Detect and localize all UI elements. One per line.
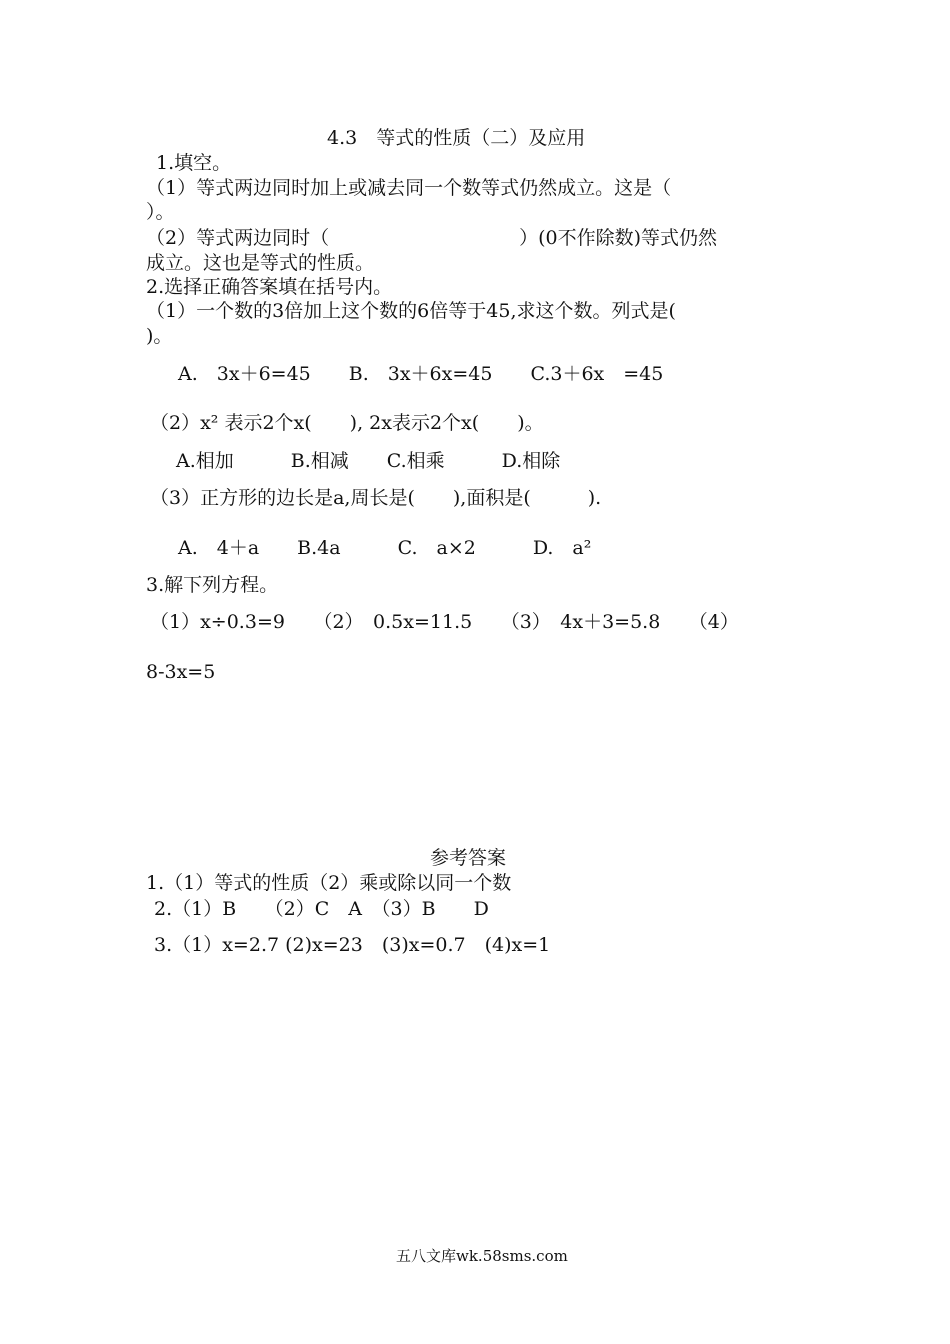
q2-part2-line: （2）x² 表示2个x( ), 2x表示2个x( )。 xyxy=(150,412,544,434)
answers-heading: 参考答案 xyxy=(430,847,507,869)
q1-part1-line1: （1）等式两边同时加上或减去同一个数等式仍然成立。这是（ xyxy=(146,177,672,199)
q1-part1-line2: ）。 xyxy=(146,201,175,223)
q2-part1-line1: （1）一个数的3倍加上这个数的6倍等于45,求这个数。列式是( xyxy=(146,300,676,322)
q1-part2-line2: 成立。这也是等式的性质。 xyxy=(146,252,375,274)
q2-part3-line: （3）正方形的边长是a,周长是( ),面积是( ). xyxy=(150,487,602,509)
answer-1: 1.（1）等式的性质（2）乘或除以同一个数 xyxy=(146,872,512,894)
answer-3: 3.（1）x=2.7 (2)x=23 (3)x=0.7 (4)x=1 xyxy=(154,934,551,956)
answer-2: 2.（1）B （2）C A （3）B D xyxy=(154,898,489,920)
q3-line2: 8-3x=5 xyxy=(146,661,216,683)
q3-heading: 3.解下列方程。 xyxy=(146,574,279,596)
q2-part3-options: A. 4＋a B.4a C. a×2 D. a² xyxy=(178,537,592,559)
q2-part1-options: A. 3x＋6=45 B. 3x＋6x=45 C.3＋6x =45 xyxy=(178,363,664,385)
q2-part2-options: A.相加 B.相减 C.相乘 D.相除 xyxy=(176,450,561,472)
q1-part2-line1: （2）等式两边同时（ ）(0不作除数)等式仍然 xyxy=(146,227,718,249)
footer-watermark: 五八文库wk.58sms.com xyxy=(396,1247,568,1265)
q2-heading: 2.选择正确答案填在括号内。 xyxy=(146,276,393,298)
q3-line1: （1）x÷0.3=9 （2） 0.5x=11.5 （3） 4x＋3=5.8 （4） xyxy=(150,611,739,633)
q2-part1-line2: )。 xyxy=(146,325,173,347)
page-title: 4.3 等式的性质（二）及应用 xyxy=(327,127,586,149)
q1-heading: 1.填空。 xyxy=(156,152,232,174)
